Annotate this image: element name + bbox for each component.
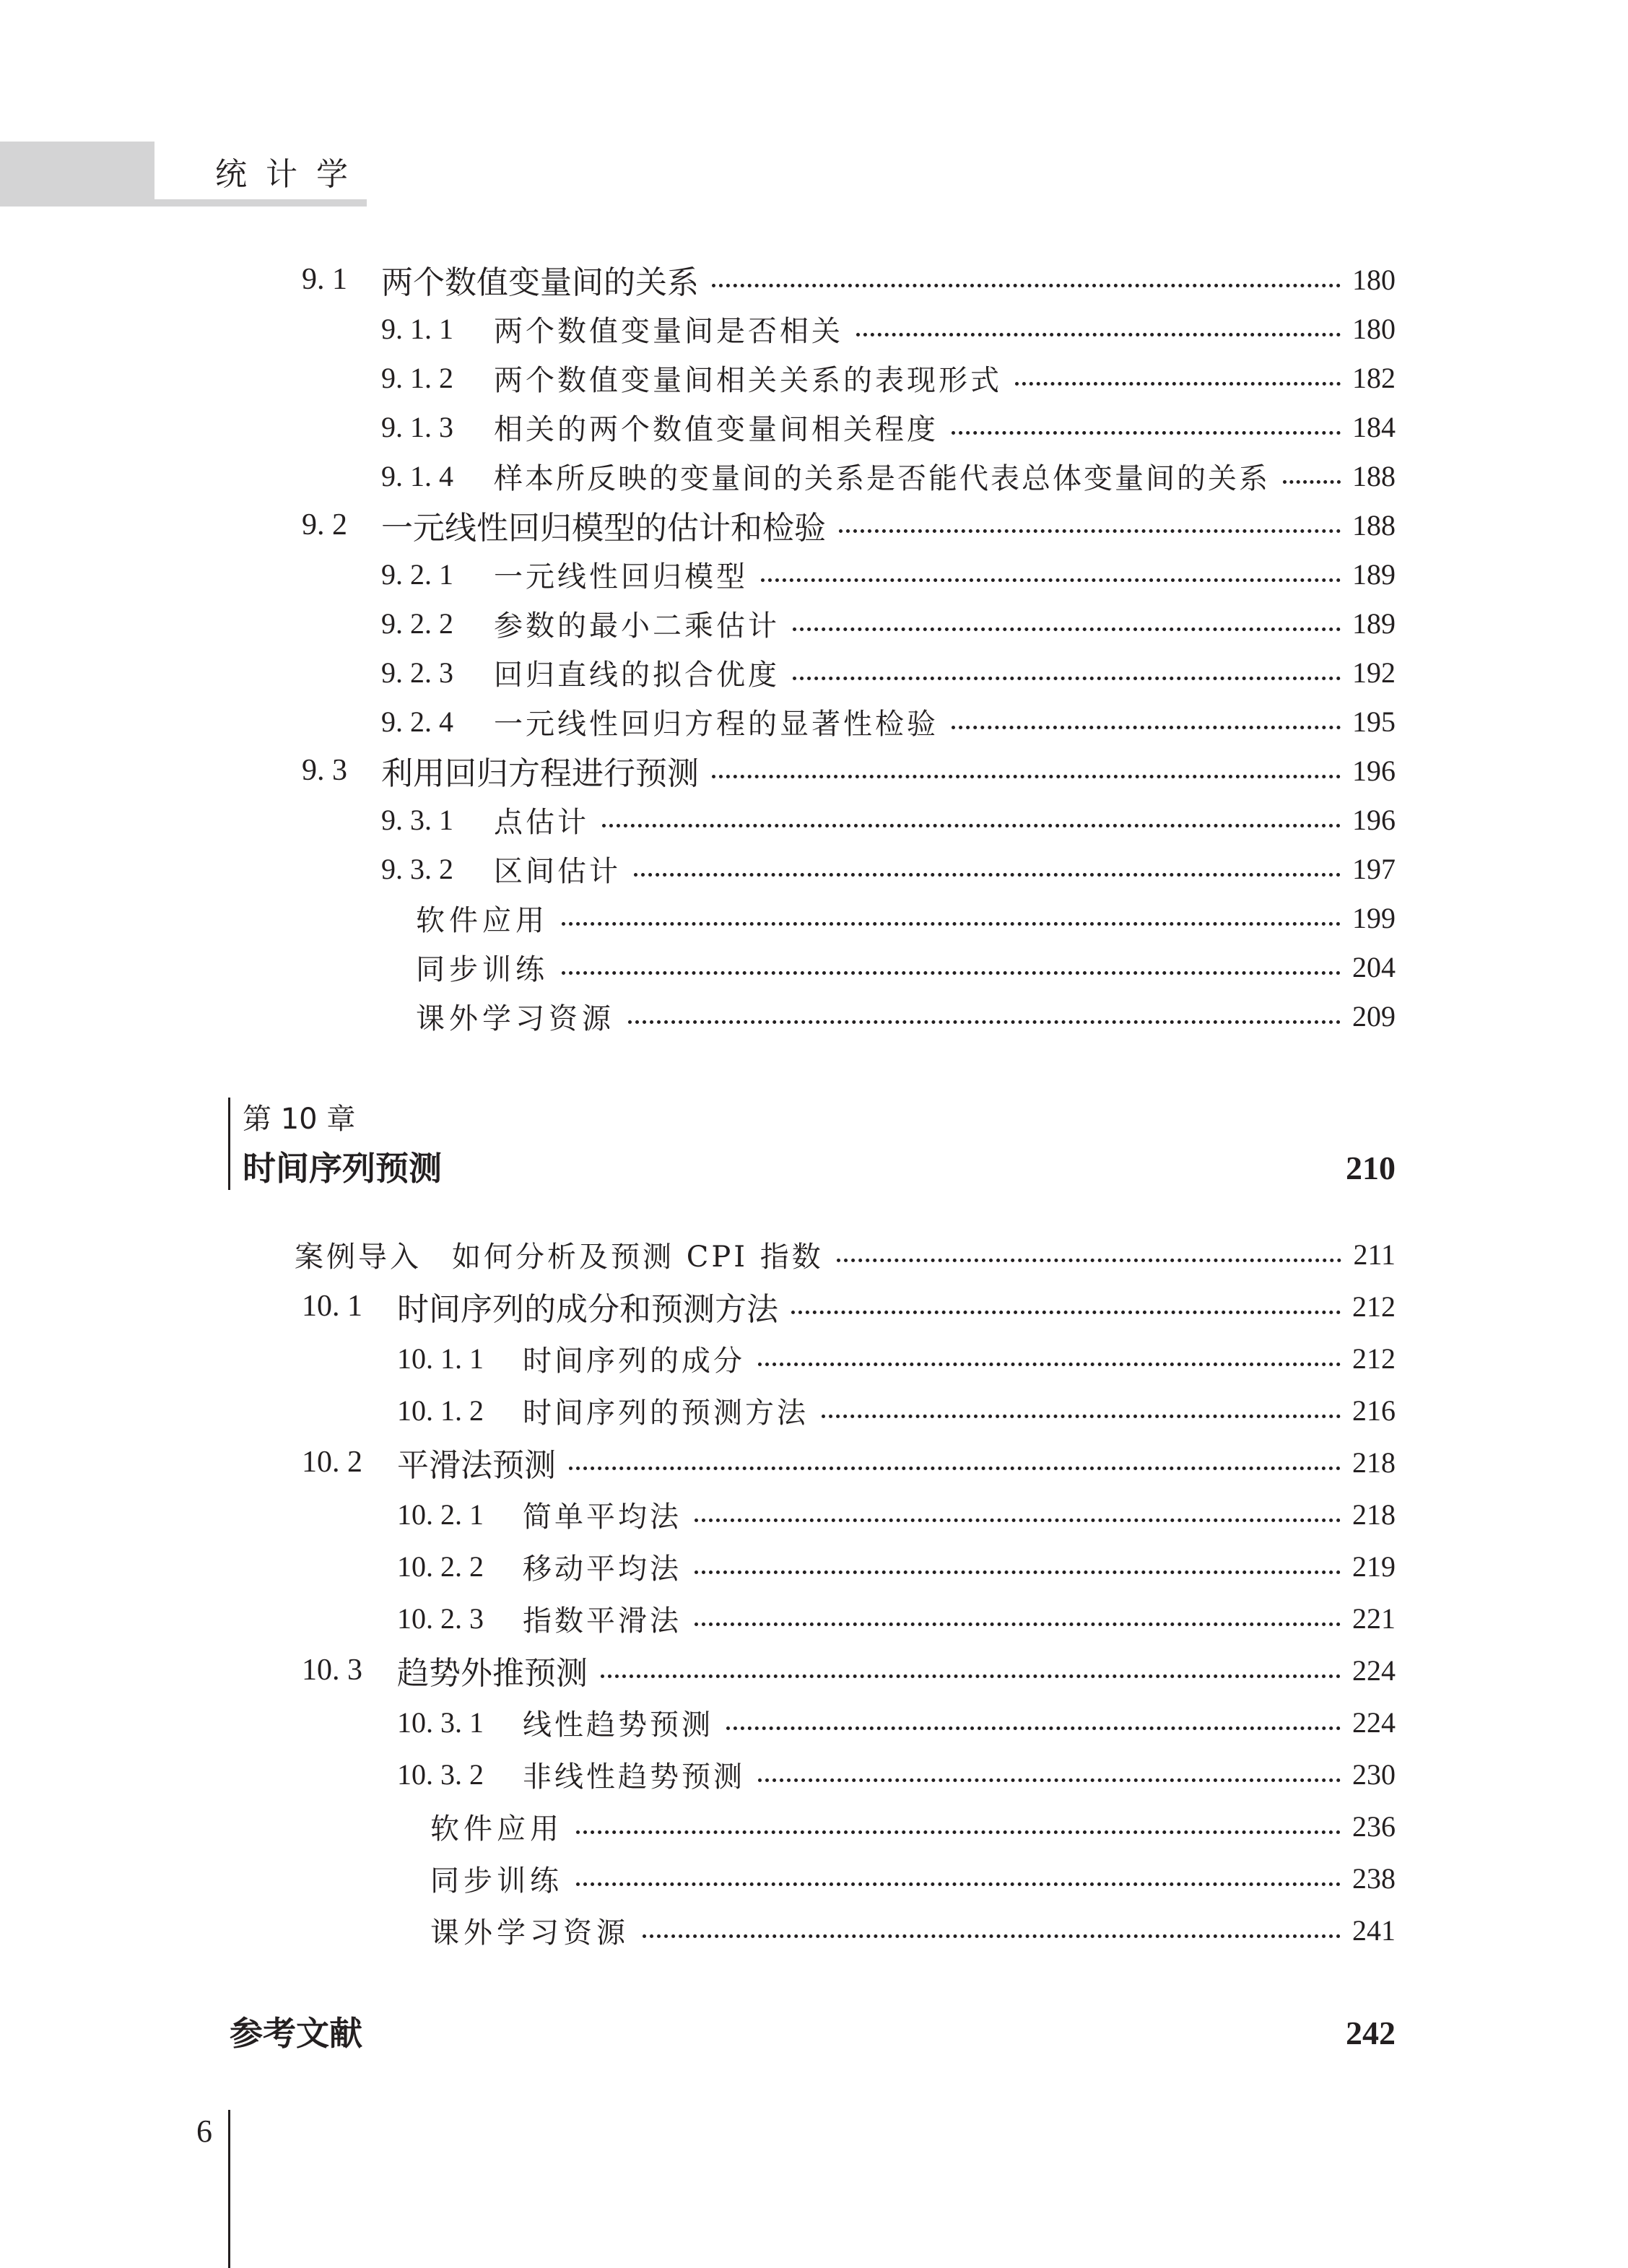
toc-entry-9-2-1[interactable] xyxy=(381,550,1396,598)
entry-title: 点估计 xyxy=(494,805,589,839)
dot-leader xyxy=(628,1020,1341,1024)
entry-title: 同步训练 xyxy=(430,1864,563,1898)
dot-leader xyxy=(793,677,1341,680)
toc-entry-10-3[interactable] xyxy=(302,1646,1396,1694)
entry-title: 课外学习资源 xyxy=(416,1002,615,1035)
toc-entry-10-2-1[interactable] xyxy=(397,1490,1396,1538)
dot-leader xyxy=(562,971,1341,975)
dot-leader xyxy=(695,1570,1341,1574)
chapter-title[interactable]: 时间序列预测 xyxy=(243,1149,442,1188)
entry-page: 188 xyxy=(1352,459,1396,492)
entry-number: 10. 2 xyxy=(302,1446,362,1479)
toc-entry-9-1-3[interactable] xyxy=(381,403,1396,451)
dot-leader xyxy=(791,1311,1341,1314)
toc-entry-9-1-4[interactable] xyxy=(381,452,1396,500)
footer-rule xyxy=(228,2110,230,2268)
dot-leader xyxy=(576,1830,1341,1834)
dot-leader xyxy=(726,1726,1341,1730)
entry-title: 一元线性回归模型的估计和检验 xyxy=(381,510,826,547)
toc-entry-10-1[interactable] xyxy=(302,1282,1396,1330)
entry-page: 216 xyxy=(1352,1394,1396,1427)
entry-page: 199 xyxy=(1352,901,1396,934)
entry-number: 9. 3. 2 xyxy=(381,852,453,885)
entry-page: 197 xyxy=(1352,852,1396,885)
book-title: 统计学 xyxy=(215,156,367,193)
entry-number: 10. 3. 2 xyxy=(397,1758,484,1791)
toc-entry-9-2-4[interactable] xyxy=(381,698,1396,745)
toc-entry-9-software[interactable] xyxy=(416,894,1396,942)
dot-leader xyxy=(1015,382,1341,386)
toc-entry-10-3-2[interactable] xyxy=(397,1750,1396,1798)
entry-number: 9. 2. 1 xyxy=(381,557,453,591)
entry-number: 9. 2. 4 xyxy=(381,705,453,738)
entry-title: 两个数值变量间是否相关 xyxy=(494,314,843,348)
entry-title: 课外学习资源 xyxy=(430,1916,630,1950)
entry-title: 如何分析及预测 CPI 指数 xyxy=(452,1240,824,1274)
toc-entry-10-1-1[interactable] xyxy=(397,1334,1396,1382)
dot-leader xyxy=(837,1259,1342,1262)
entry-page: 196 xyxy=(1352,754,1396,787)
entry-number: 9. 2. 3 xyxy=(381,656,453,689)
dot-leader xyxy=(712,284,1341,287)
toc-entry-9-1[interactable] xyxy=(302,256,1396,303)
entry-title: 两个数值变量间的关系 xyxy=(381,264,699,301)
dot-leader xyxy=(712,775,1341,778)
entry-page: 241 xyxy=(1352,1913,1396,1947)
entry-page: 195 xyxy=(1352,705,1396,738)
dot-leader xyxy=(952,431,1341,435)
entry-title: 一元线性回归模型 xyxy=(494,560,748,594)
toc-entry-case-intro[interactable] xyxy=(295,1230,1396,1278)
dot-leader xyxy=(576,1882,1341,1886)
entry-number: 10. 2. 1 xyxy=(397,1498,484,1531)
dot-leader xyxy=(569,1467,1341,1470)
entry-page: 218 xyxy=(1352,1498,1396,1531)
dot-leader xyxy=(952,726,1341,729)
entry-page: 212 xyxy=(1352,1290,1396,1323)
entry-page: 189 xyxy=(1352,607,1396,640)
entry-page: 221 xyxy=(1352,1602,1396,1635)
toc-entry-10-resources[interactable] xyxy=(430,1906,1396,1954)
entry-number: 9. 2. 2 xyxy=(381,607,453,640)
toc-entry-9-1-1[interactable] xyxy=(381,305,1396,352)
entry-page: 188 xyxy=(1352,508,1396,542)
entry-title: 指数平滑法 xyxy=(523,1604,682,1638)
entry-number: 10. 1. 1 xyxy=(397,1342,484,1375)
entry-title: 一元线性回归方程的显著性检验 xyxy=(494,707,939,741)
toc-entry-9-3-2[interactable] xyxy=(381,845,1396,892)
entry-number: 案例导入 xyxy=(295,1240,422,1274)
entry-page: 182 xyxy=(1352,361,1396,394)
entry-page: 212 xyxy=(1352,1342,1396,1375)
chapter-page: 210 xyxy=(1346,1150,1396,1186)
chapter-bar xyxy=(228,1098,230,1190)
entry-title: 简单平均法 xyxy=(523,1500,682,1534)
toc-entry-9-exercises[interactable] xyxy=(416,943,1396,991)
entry-number: 10. 3 xyxy=(302,1654,362,1687)
entry-title: 趋势外推预测 xyxy=(397,1655,588,1692)
entry-title: 利用回归方程进行预测 xyxy=(381,755,699,792)
entry-title: 时间序列的成分和预测方法 xyxy=(397,1291,778,1328)
dot-leader xyxy=(695,1622,1341,1626)
dot-leader xyxy=(695,1518,1341,1522)
dot-leader xyxy=(856,333,1341,336)
dot-leader xyxy=(839,529,1341,533)
toc-entry-10-3-1[interactable] xyxy=(397,1698,1396,1746)
entry-number: 9. 1. 3 xyxy=(381,410,453,443)
entry-number: 9. 1 xyxy=(302,263,347,296)
dot-leader xyxy=(643,1934,1341,1938)
chapter-label: 第 10 章 xyxy=(243,1103,356,1136)
entry-page: 184 xyxy=(1352,410,1396,443)
toc-entry-10-1-2[interactable] xyxy=(397,1386,1396,1434)
dot-leader xyxy=(1283,480,1341,484)
dot-leader xyxy=(793,627,1341,631)
page-number: 6 xyxy=(196,2113,212,2149)
entry-title: 时间序列的成分 xyxy=(523,1344,745,1378)
entry-number: 10. 1. 2 xyxy=(397,1394,484,1427)
entry-page: 180 xyxy=(1352,263,1396,296)
entry-number: 9. 1. 1 xyxy=(381,312,453,345)
entry-number: 10. 1 xyxy=(302,1290,362,1323)
entry-number: 9. 2 xyxy=(302,508,347,542)
toc-entry-9-3[interactable] xyxy=(302,747,1396,794)
entry-title: 区间估计 xyxy=(494,854,621,888)
toc-entry-10-2-3[interactable] xyxy=(397,1594,1396,1642)
dot-leader xyxy=(761,578,1341,582)
entry-number: 9. 3 xyxy=(302,754,347,787)
entry-page: 238 xyxy=(1352,1861,1396,1895)
toc-entry-10-software[interactable] xyxy=(430,1802,1396,1850)
entry-page: 180 xyxy=(1352,312,1396,345)
entry-page: 196 xyxy=(1352,803,1396,836)
entry-title: 回归直线的拟合优度 xyxy=(494,658,780,692)
entry-title: 移动平均法 xyxy=(523,1552,682,1586)
dot-leader xyxy=(634,873,1341,877)
toc-entry-9-2-2[interactable] xyxy=(381,599,1396,647)
entry-page: 218 xyxy=(1352,1446,1396,1479)
dot-leader xyxy=(602,824,1341,827)
toc-entry-9-2[interactable] xyxy=(302,501,1396,549)
dot-leader xyxy=(822,1415,1341,1418)
dot-leader xyxy=(758,1363,1341,1366)
entry-page: 189 xyxy=(1352,557,1396,591)
entry-page: 219 xyxy=(1352,1550,1396,1583)
entry-title: 平滑法预测 xyxy=(397,1447,556,1484)
entry-number: 10. 3. 1 xyxy=(397,1706,484,1739)
entry-page: 224 xyxy=(1352,1706,1396,1739)
dot-leader xyxy=(562,922,1341,926)
entry-number: 9. 3. 1 xyxy=(381,803,453,836)
entry-title: 软件应用 xyxy=(416,903,549,937)
references-page: 242 xyxy=(1346,2015,1396,2051)
toc-entry-10-2[interactable] xyxy=(302,1438,1396,1486)
toc-entry-9-resources[interactable] xyxy=(416,992,1396,1040)
dot-leader xyxy=(601,1674,1341,1678)
entry-number: 9. 1. 4 xyxy=(381,459,453,492)
references-title[interactable]: 参考文献 xyxy=(230,2014,362,2053)
entry-page: 224 xyxy=(1352,1654,1396,1687)
entry-page: 230 xyxy=(1352,1758,1396,1791)
entry-title: 线性趋势预测 xyxy=(523,1708,713,1742)
entry-title: 两个数值变量间相关关系的表现形式 xyxy=(494,363,1002,397)
toc-entry-10-2-2[interactable] xyxy=(397,1542,1396,1590)
entry-title: 非线性趋势预测 xyxy=(523,1760,745,1794)
entry-title: 参数的最小二乘估计 xyxy=(494,609,780,643)
entry-page: 236 xyxy=(1352,1809,1396,1843)
entry-title: 软件应用 xyxy=(430,1812,563,1846)
entry-title: 时间序列的预测方法 xyxy=(523,1396,809,1430)
entry-page: 209 xyxy=(1352,999,1396,1033)
toc-entry-10-exercises[interactable] xyxy=(430,1854,1396,1902)
dot-leader xyxy=(758,1778,1341,1782)
entry-number: 10. 2. 3 xyxy=(397,1602,484,1635)
entry-title: 相关的两个数值变量间相关程度 xyxy=(494,412,939,446)
entry-number: 10. 2. 2 xyxy=(397,1550,484,1583)
entry-page: 204 xyxy=(1352,950,1396,983)
toc-entry-9-1-2[interactable] xyxy=(381,354,1396,401)
entry-page: 192 xyxy=(1352,656,1396,689)
toc-entry-9-2-3[interactable] xyxy=(381,648,1396,696)
entry-title: 样本所反映的变量间的关系是否能代表总体变量间的关系 xyxy=(494,461,1270,495)
entry-page: 211 xyxy=(1353,1238,1396,1271)
entry-number: 9. 1. 2 xyxy=(381,361,453,394)
entry-title: 同步训练 xyxy=(416,952,549,986)
toc-entry-9-3-1[interactable] xyxy=(381,796,1396,843)
